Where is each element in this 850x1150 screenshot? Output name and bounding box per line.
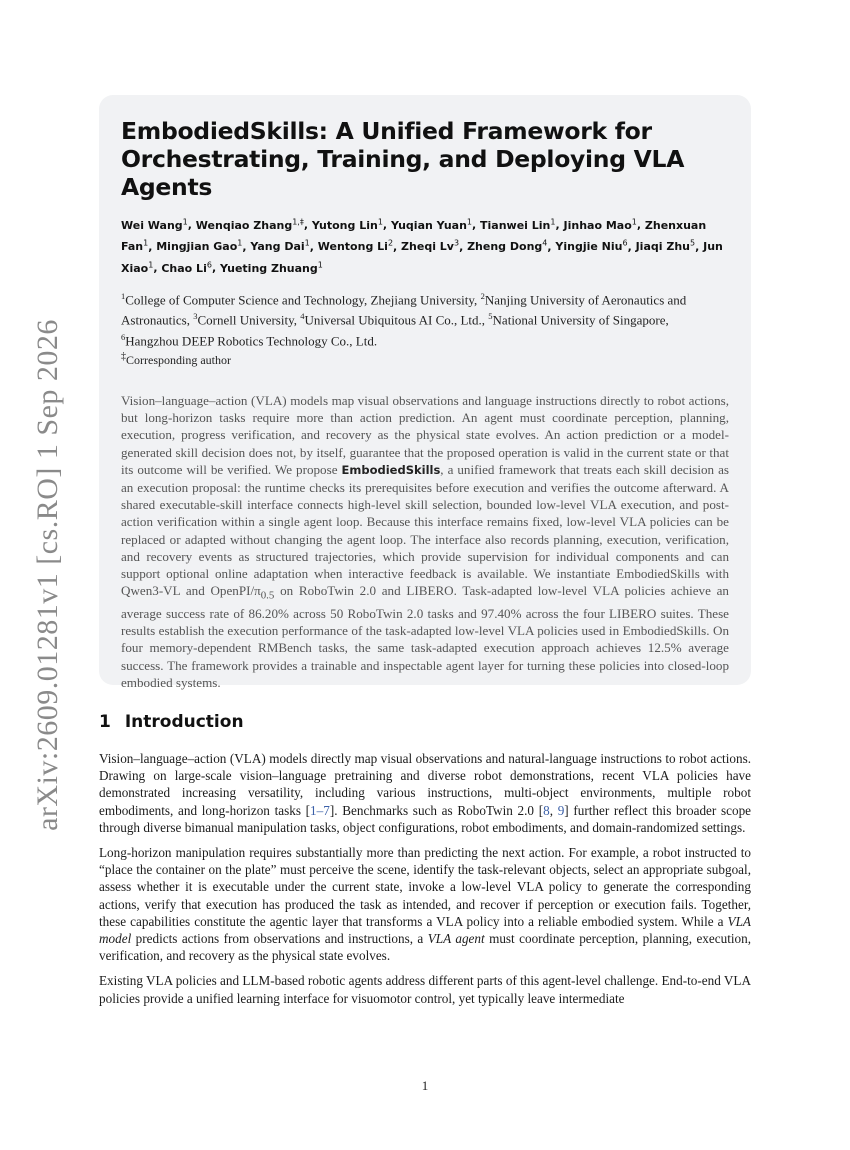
abstract-text-1: Vision–language–action (VLA) models map visual observations and language instructions directly to robot actions, but long-horizon tasks require more than action prediction. An agent must coordinate perception, planning, execution, progress verification, and recovery as the physical state evolves. An action prediction or a model-generated skill decision does not, by itself, guarantee that the proposed operation is valid in the current state or that its outcome will be verified. We propose	[121, 392, 729, 477]
affiliation-text: National University of Singapore,	[492, 312, 669, 328]
pi-subscript: 0.5	[260, 589, 275, 602]
author-name: Yutong Lin	[311, 218, 378, 232]
paragraph-2-text-b: predicts actions from observations and instructions, a	[131, 931, 428, 947]
author-name: Yingjie Niu	[555, 240, 623, 254]
author	[156, 240, 242, 253]
author-name: Zhenxuan Fan	[121, 218, 707, 254]
author-name: Yueting Zhuang	[219, 261, 318, 275]
paragraph-1-text-c: ,	[549, 802, 558, 818]
author-name: Yuqian Yuan	[390, 218, 467, 232]
paragraph-1	[99, 750, 751, 836]
author-affiliation-mark: 1	[148, 260, 154, 270]
author-name: Mingjian Gao	[156, 240, 238, 254]
affiliation-text: Universal Ubiquitous AI Co., Ltd.,	[304, 312, 489, 328]
paragraph-1-text-b: ]. Benchmarks such as RoboTwin 2.0 [	[329, 802, 544, 818]
abstract	[121, 392, 729, 691]
author-affiliation-mark: 6	[622, 238, 628, 248]
author-affiliation-mark: 5	[690, 238, 696, 248]
paragraph-2-text-c: must coordinate perception, planning, execution, verification, and recovery as the physical state evolves.	[99, 931, 752, 964]
author-affiliation-mark: 1	[237, 238, 243, 248]
citation-link[interactable]: 1–7	[310, 802, 330, 818]
abstract-text-3: on RoboTwin 2.0 and LIBERO. Task-adapted low-level VLA policies achieve an average success rate of 86.20% across 50 RoboTwin 2.0 tasks and 97.40% across the four LIBERO suites. These results establish the execution performance of the task-adapted low-level VLA policies used in EmbodiedSkills. On four memory-dependent RMBench tasks, the same task-adapted execution approach achieves 12.5% average success. The framework provides a trainable and inspectable agent layer for turning these policies into closed-loop embodied systems.	[121, 583, 729, 690]
author-affiliation-mark: 1	[317, 260, 323, 270]
author-name: Tianwei Lin	[480, 218, 551, 232]
author	[564, 219, 637, 232]
author-name: Chao Li	[161, 261, 207, 275]
emphasis-vla-agent: VLA agent	[427, 931, 485, 947]
author-affiliation-mark: 6	[206, 260, 212, 270]
author-affiliation-mark: 1	[377, 217, 383, 226]
author-name: Yang Dai	[250, 240, 305, 254]
affiliation-text: College of Computer Science and Technology, Zhejiang University,	[125, 292, 481, 308]
affiliation-mark: 6	[121, 331, 126, 342]
author	[480, 219, 555, 232]
affiliation-text: Cornell University,	[197, 312, 301, 328]
author-affiliation-mark: 1	[466, 217, 473, 226]
author	[250, 240, 309, 253]
corresponding-mark: ‡	[121, 350, 126, 362]
emphasis-vla-model: VLA model	[99, 913, 751, 947]
author-affiliation-mark: 1	[550, 217, 556, 226]
author-affiliation-mark: 1	[304, 238, 310, 248]
author-affiliation-mark: 2	[387, 238, 394, 248]
affiliation-text: Hangzhou DEEP Robotics Technology Co., Ltd.	[125, 332, 378, 348]
author-name: Wei Wang	[121, 218, 183, 232]
author	[467, 240, 547, 253]
author	[312, 219, 383, 232]
paper-title: EmbodiedSkills: A Unified Framework for Orchestrating, Training, and Deploying VLA Agents	[121, 117, 685, 201]
author-affiliation-mark: 1	[182, 217, 188, 226]
author-name: Jinhao Mao	[563, 218, 632, 232]
affiliations	[121, 288, 729, 349]
citation-link[interactable]: 8	[543, 802, 550, 818]
author	[220, 262, 323, 275]
citation-link[interactable]: 9	[557, 802, 565, 818]
affiliation-mark: 1	[121, 290, 126, 301]
paragraph-1-text-a: Vision–language–action (VLA) models directly map visual observations and natural-language instructions to robot actions. Drawing on large-scale vision–language pretraining and diverse robot demonstrations, recent VLA policies have demonstrated increasing versatility, including various instructions, multi-object environments, multiple robot embodiments, and long-horizon tasks [	[99, 751, 751, 818]
author-affiliation-mark: 3	[453, 238, 460, 248]
author	[121, 219, 188, 232]
author	[391, 219, 472, 232]
affiliation-mark: 2	[480, 290, 485, 301]
author	[401, 240, 459, 253]
author-affiliation-mark: 4	[542, 238, 548, 248]
corresponding-author-note	[121, 351, 729, 368]
section-number: 1	[99, 712, 111, 732]
abstract-text-2: , a unified framework that treats each skill decision as an execution proposal: the runtime checks its prerequisites before execution and verifies the outcome afterward. A shared executable-skill interface connects high-level skill selection, bounded low-level VLA execution, and post-action verification within a single agent loop. Because this interface remains fixed, low-level VLA policies can be replaced or adapted without changing the agent loop. The interface also records planning, execution, verification, and recovery events as structured trajectories, which provide supervision for individual components and can support optional online adaptation when interactive feedback is available. We instantiate EmbodiedSkills with Qwen3-VL and OpenPI/π	[121, 461, 729, 599]
author-name: Jun Xiao	[121, 240, 723, 275]
affiliation-mark: 3	[193, 311, 198, 322]
section-title: Introduction	[124, 712, 244, 732]
author-affiliation-mark: 1	[631, 217, 637, 226]
paragraph-2-text-a: Long-horizon manipulation requires substantially more than predicting the next action. For example, a robot instructed to “place the container on the plate” must perceive the scene, identify the task-relevant objects, select an appropriate subgoal, assess whether it is executable under the current state, invoke a low-level VLA policy to generate the corresponding actions, verify that execution has produced the task as intended, and recover if perception or execution fails. Together, these capabilities constitute the agentic layer that transforms a VLA policy into a reliable embodied system. While a	[99, 845, 751, 929]
author-name: Wentong Li	[317, 240, 388, 254]
author-affiliation-mark: 1	[143, 238, 149, 248]
author-name: Zheng Dong	[467, 240, 543, 254]
paragraph-3: Existing VLA policies and LLM-based robotic agents address different parts of this agent-level challenge. End-to-end VLA policies provide a unified learning interface for visuomotor control, yet typically leave intermediate	[99, 973, 751, 1006]
paragraph-2	[99, 844, 751, 964]
author	[161, 262, 212, 275]
title-abstract-box	[99, 95, 751, 690]
author-name: Zheqi Lv	[401, 240, 454, 254]
author-list: Wei Wang$^1$, Wenqiao Zhang$^{1,\ddagger}$, Yutong Lin$^1$, Yuqian Yuan$^1$, Tianwei Lin$^1$, Jinhao Mao$^1$, Zhenxuan Fan$^1$, Mingjian Gao$^1$, Yang Dai$^1$, Wentong Li$^2$, Zheqi Lv$^3$, Zheng Dong$^4$, Yingjie Niu$^6$, Jiaqi Zhu$^5$, Jun Xiao$^1$, Chao Li$^6$, Yueting Zhuang$^1$	[121, 217, 723, 275]
page-number: 1	[421, 1078, 429, 1093]
author	[555, 240, 627, 253]
author	[318, 240, 393, 253]
affiliation-mark: 5	[488, 311, 493, 322]
section-heading	[99, 712, 244, 732]
corresponding-text: Corresponding author	[126, 352, 231, 367]
author-affiliation-mark: 1,‡	[292, 217, 304, 226]
author-name: Jiaqi Zhu	[635, 240, 690, 254]
affiliation-mark: 4	[300, 311, 305, 322]
paragraph-1-text-d: ] further reflect this broader scope through diverse bimanual manipulation tasks, object configurations, robot embodiments, and domain-randomized settings.	[99, 802, 752, 835]
arxiv-identifier-stamp	[18, 300, 78, 850]
introduction-body	[99, 750, 751, 1015]
arxiv-identifier-text: arXiv:2609.01281v1 [cs.RO] 1 Sep 2026	[31, 319, 65, 831]
framework-name: EmbodiedSkills	[341, 462, 441, 477]
affiliation-text: Nanjing University of Aeronautics and Astronautics,	[121, 292, 687, 328]
author-name: Wenqiao Zhang	[195, 218, 293, 232]
author	[196, 219, 304, 232]
author	[636, 240, 696, 253]
